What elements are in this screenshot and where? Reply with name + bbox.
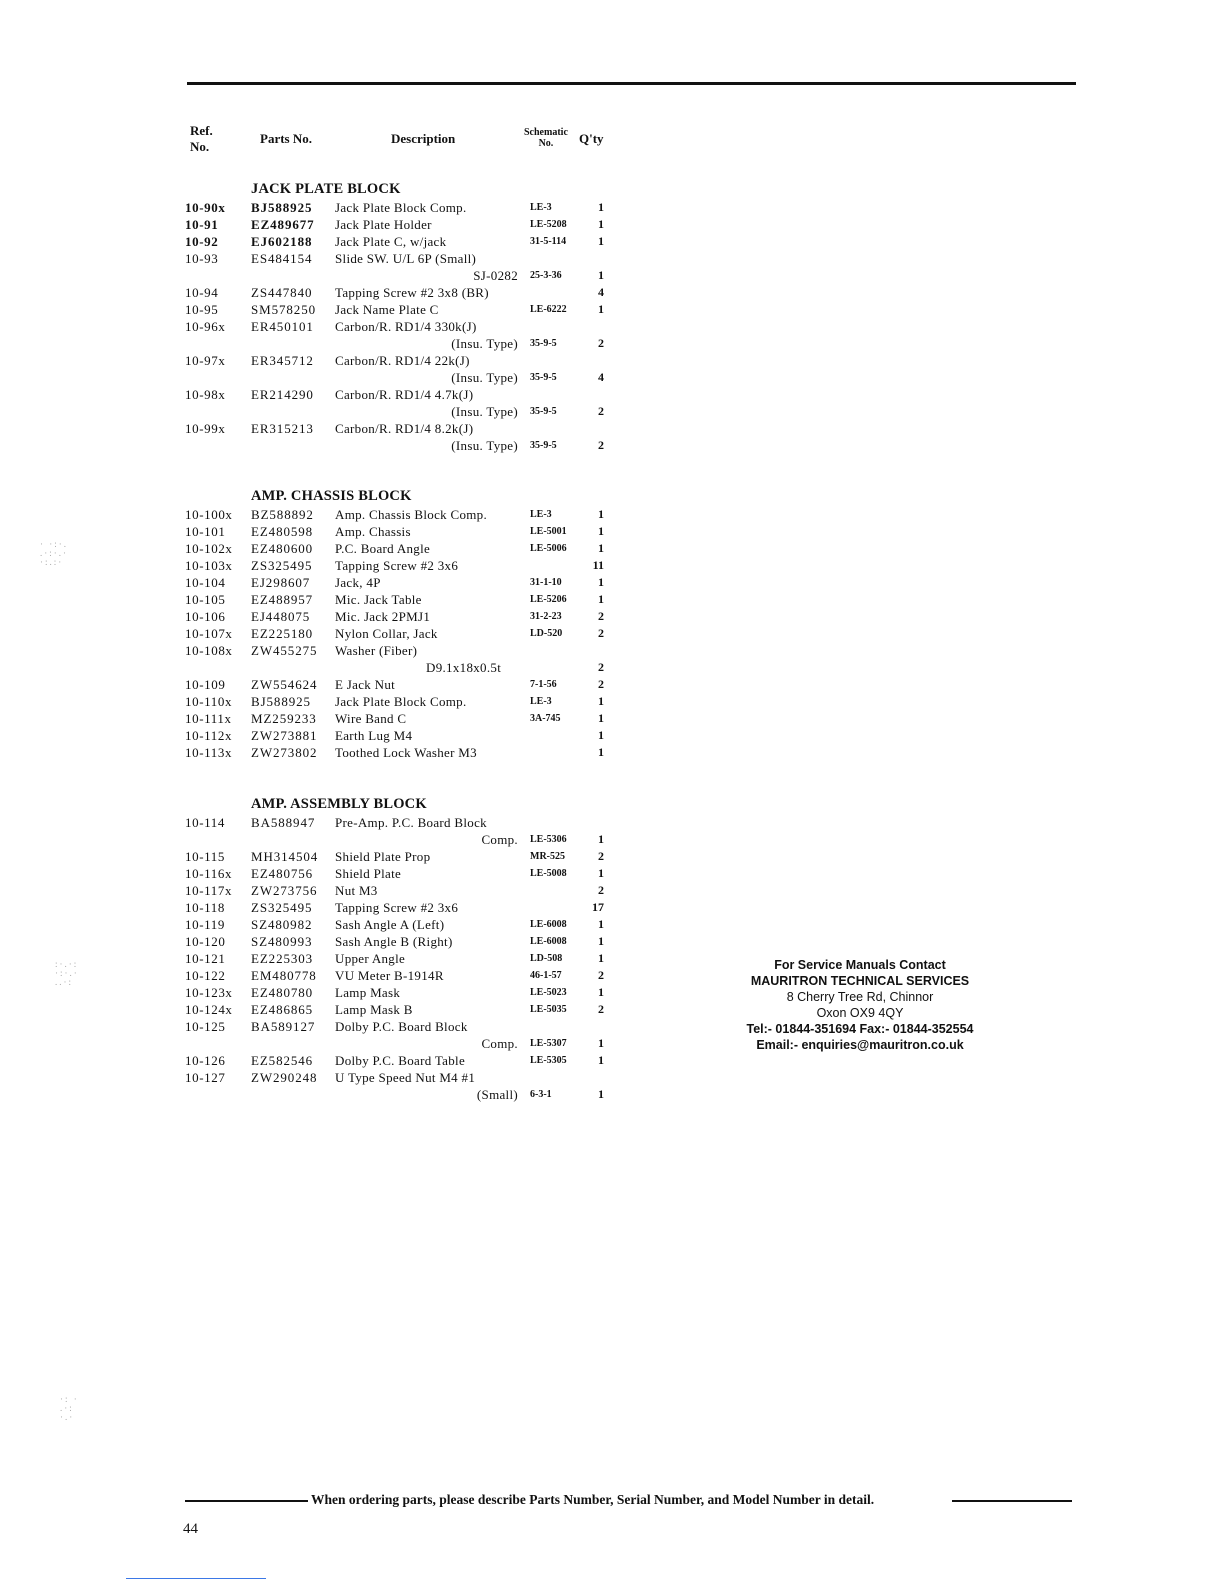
description: Earth Lug M4	[335, 728, 413, 743]
description: Jack Name Plate C	[335, 302, 439, 317]
schematic-no: 31-2-23	[530, 611, 562, 622]
table-row-continuation	[0, 831, 620, 848]
description: Amp. Chassis	[335, 524, 411, 539]
quantity: 1	[598, 832, 604, 846]
parts-no: ZW273756	[251, 883, 318, 898]
table-row	[0, 1069, 620, 1086]
table-row	[0, 506, 620, 523]
parts-no: BA588947	[251, 815, 316, 830]
parts-no: EZ225303	[251, 951, 314, 966]
quantity: 1	[598, 217, 604, 231]
description: Mic. Jack Table	[335, 592, 422, 607]
ref-no: 10-91	[185, 217, 219, 232]
schematic-no: 35-9-5	[530, 338, 557, 349]
parts-no: ZS325495	[251, 900, 313, 915]
parts-table	[0, 0, 620, 1110]
quantity: 1	[598, 575, 604, 589]
parts-no: ER214290	[251, 387, 314, 402]
schematic-no: LE-5206	[530, 594, 567, 605]
header-qty: Q'ty	[579, 131, 604, 146]
parts-no: ZS325495	[251, 558, 313, 573]
schematic-no: MR-525	[530, 851, 565, 862]
parts-no: EZ486865	[251, 1002, 314, 1017]
footer-rule-right	[952, 1500, 1072, 1502]
quantity: 1	[598, 745, 604, 759]
table-row-continuation	[0, 437, 620, 454]
description-continued: (Insu. Type)	[451, 404, 518, 419]
parts-no: EM480778	[251, 968, 317, 983]
quantity: 2	[598, 404, 604, 418]
description: Jack Plate C, w/jack	[335, 234, 447, 249]
table-row-continuation	[0, 335, 620, 352]
description-continued: D9.1x18x0.5t	[426, 660, 502, 675]
schematic-no: 6-3-1	[530, 1089, 552, 1100]
ref-no: 10-112x	[185, 728, 233, 743]
ref-no: 10-99x	[185, 421, 226, 436]
table-row	[0, 933, 620, 950]
schematic-no: LE-5023	[530, 987, 567, 998]
quantity: 1	[598, 934, 604, 948]
table-row	[0, 574, 620, 591]
parts-no: ZW273802	[251, 745, 318, 760]
parts-no: EZ488957	[251, 592, 314, 607]
ref-no: 10-119	[185, 917, 225, 932]
description: Lamp Mask B	[335, 1002, 413, 1017]
ref-no: 10-113x	[185, 745, 233, 760]
table-row	[0, 848, 620, 865]
ref-no: 10-94	[185, 285, 219, 300]
quantity: 1	[598, 951, 604, 965]
parts-no: MH314504	[251, 849, 319, 864]
table-row	[0, 540, 620, 557]
ref-no: 10-111x	[185, 711, 232, 726]
parts-no: ER315213	[251, 421, 314, 436]
description-continued: (Insu. Type)	[451, 370, 518, 385]
ref-no: 10-107x	[185, 626, 233, 641]
bottom-accent-line	[126, 1578, 266, 1579]
quantity: 2	[598, 660, 604, 674]
ref-no: 10-126	[185, 1053, 226, 1068]
schematic-no: 3A-745	[530, 713, 561, 724]
parts-no: ZS447840	[251, 285, 313, 300]
description: Pre-Amp. P.C. Board Block	[335, 815, 487, 830]
ref-no: 10-116x	[185, 866, 233, 881]
description: Tapping Screw #2 3x8 (BR)	[335, 285, 489, 300]
page-number: 44	[183, 1521, 198, 1537]
ref-no: 10-98x	[185, 387, 226, 402]
table-row-continuation	[0, 1035, 620, 1052]
quantity: 1	[598, 507, 604, 521]
footer-rule-left	[185, 1500, 308, 1502]
description: Jack Plate Block Comp.	[335, 200, 467, 215]
parts-no: EZ480780	[251, 985, 314, 1000]
description: Nylon Collar, Jack	[335, 626, 438, 641]
header-schematic-line1: Schematic	[524, 127, 568, 138]
quantity: 2	[598, 968, 604, 982]
quantity: 1	[598, 302, 604, 316]
contact-phone-fax: Tel:- 01844-351694 Fax:- 01844-352554	[746, 1022, 974, 1036]
quantity: 2	[598, 1002, 604, 1016]
table-row-continuation	[0, 369, 620, 386]
schematic-no: LE-5307	[530, 1038, 567, 1049]
scan-noise: ·: · .·: ·.·	[60, 1394, 79, 1422]
quantity: 2	[598, 849, 604, 863]
schematic-no: LE-5008	[530, 868, 567, 879]
quantity: 1	[598, 694, 604, 708]
parts-no: ZW273881	[251, 728, 318, 743]
schematic-no: LE-6008	[530, 936, 567, 947]
table-row	[0, 352, 620, 369]
description: Wire Band C	[335, 711, 407, 726]
ref-no: 10-96x	[185, 319, 226, 334]
table-row	[0, 814, 620, 831]
schematic-no: 25-3-36	[530, 270, 562, 281]
schematic-no: 35-9-5	[530, 372, 557, 383]
scan-noise: :·.·: ·:·.· ..·:	[55, 959, 79, 987]
table-row	[0, 865, 620, 882]
table-row	[0, 916, 620, 933]
description: Carbon/R. RD1/4 22k(J)	[335, 353, 470, 368]
ref-no: 10-121	[185, 951, 226, 966]
parts-no: SM578250	[251, 302, 316, 317]
table-row	[0, 318, 620, 335]
quantity: 1	[598, 524, 604, 538]
section-title: AMP. CHASSIS BLOCK	[251, 488, 412, 504]
parts-no: BZ588892	[251, 507, 314, 522]
contact-heading: For Service Manuals Contact	[774, 958, 946, 972]
parts-no: EZ480598	[251, 524, 314, 539]
quantity: 1	[598, 592, 604, 606]
table-row	[0, 250, 620, 267]
description: Dolby P.C. Board Block	[335, 1019, 468, 1034]
parts-no: EZ225180	[251, 626, 314, 641]
table-row-continuation	[0, 403, 620, 420]
table-row	[0, 608, 620, 625]
description: Amp. Chassis Block Comp.	[335, 507, 488, 522]
description: Washer (Fiber)	[335, 643, 418, 658]
parts-no: EZ480756	[251, 866, 314, 881]
quantity: 2	[598, 336, 604, 350]
header-ref-line2: No.	[190, 139, 210, 154]
section-title: JACK PLATE BLOCK	[251, 181, 401, 197]
ref-no: 10-92	[185, 234, 219, 249]
description: Lamp Mask	[335, 985, 401, 1000]
ref-no: 10-106	[185, 609, 226, 624]
schematic-no: LE-6222	[530, 304, 567, 315]
ref-no: 10-105	[185, 592, 226, 607]
table-row	[0, 676, 620, 693]
service-contact-box	[740, 957, 980, 1053]
ref-no: 10-108x	[185, 643, 233, 658]
ref-no: 10-127	[185, 1070, 226, 1085]
schematic-no: LE-5306	[530, 834, 567, 845]
description-continued: (Insu. Type)	[451, 336, 518, 351]
description-continued: (Small)	[476, 1087, 518, 1102]
contact-email: Email:- enquiries@mauritron.co.uk	[756, 1038, 964, 1052]
parts-no: SZ480993	[251, 934, 313, 949]
table-row-continuation	[0, 1086, 620, 1103]
quantity: 1	[598, 234, 604, 248]
parts-no: ER450101	[251, 319, 314, 334]
description: Shield Plate Prop	[335, 849, 431, 864]
description-continued: Comp.	[481, 1036, 518, 1051]
table-row	[0, 642, 620, 659]
table-row	[0, 233, 620, 250]
description: P.C. Board Angle	[335, 541, 431, 556]
table-row	[0, 591, 620, 608]
ref-no: 10-97x	[185, 353, 226, 368]
ref-no: 10-115	[185, 849, 225, 864]
description: Upper Angle	[335, 951, 406, 966]
quantity: 2	[598, 883, 604, 897]
table-row	[0, 1018, 620, 1035]
description: Carbon/R. RD1/4 8.2k(J)	[335, 421, 474, 436]
table-row	[0, 710, 620, 727]
parts-no: EJ298607	[251, 575, 311, 590]
schematic-no: 31-5-114	[530, 236, 567, 247]
table-row	[0, 284, 620, 301]
schematic-no: LD-520	[530, 628, 563, 639]
table-row	[0, 1001, 620, 1018]
schematic-no: LE-5001	[530, 526, 567, 537]
parts-no: ER345712	[251, 353, 314, 368]
ref-no: 10-93	[185, 251, 219, 266]
table-row	[0, 420, 620, 437]
parts-no: ZW554624	[251, 677, 318, 692]
parts-no: EZ489677	[251, 217, 315, 232]
schematic-no: LE-5006	[530, 543, 567, 554]
parts-no: BJ588925	[251, 694, 311, 709]
schematic-no: LE-3	[530, 202, 552, 213]
description: Carbon/R. RD1/4 330k(J)	[335, 319, 477, 334]
quantity: 1	[598, 541, 604, 555]
description: Jack, 4P	[335, 575, 381, 590]
parts-no: EZ480600	[251, 541, 314, 556]
table-row	[0, 693, 620, 710]
description: Sash Angle A (Left)	[335, 917, 445, 932]
header-ref-line1: Ref.	[190, 123, 213, 138]
ref-no: 10-104	[185, 575, 226, 590]
ref-no: 10-118	[185, 900, 225, 915]
table-row	[0, 557, 620, 574]
description: Carbon/R. RD1/4 4.7k(J)	[335, 387, 474, 402]
section-title: AMP. ASSEMBLY BLOCK	[251, 796, 427, 812]
schematic-no: LD-508	[530, 953, 563, 964]
description: Tapping Screw #2 3x6	[335, 558, 459, 573]
quantity: 1	[598, 728, 604, 742]
quantity: 4	[598, 370, 604, 384]
quantity: 1	[598, 1036, 604, 1050]
quantity: 17	[592, 900, 604, 914]
quantity: 2	[598, 438, 604, 452]
ref-no: 10-125	[185, 1019, 226, 1034]
table-row	[0, 967, 620, 984]
description: Toothed Lock Washer M3	[335, 745, 477, 760]
table-row	[0, 1052, 620, 1069]
parts-no: BJ588925	[251, 200, 313, 215]
ref-no: 10-110x	[185, 694, 233, 709]
table-row	[0, 523, 620, 540]
table-row	[0, 727, 620, 744]
contact-address-town: Oxon OX9 4QY	[816, 1006, 904, 1020]
header-parts-no: Parts No.	[260, 131, 312, 146]
contact-company: MAURITRON TECHNICAL SERVICES	[750, 974, 970, 988]
description: Sash Angle B (Right)	[335, 934, 453, 949]
table-row	[0, 744, 620, 761]
parts-no: EZ582546	[251, 1053, 314, 1068]
ref-no: 10-101	[185, 524, 226, 539]
scan-noise: · ·:·. .·:·.· ·:.:·	[40, 539, 68, 567]
table-row	[0, 625, 620, 642]
parts-no: SZ480982	[251, 917, 313, 932]
schematic-no: 46-1-57	[530, 970, 562, 981]
quantity: 1	[598, 985, 604, 999]
schematic-no: LE-5305	[530, 1055, 567, 1066]
quantity: 1	[598, 1053, 604, 1067]
table-row	[0, 386, 620, 403]
quantity: 2	[598, 677, 604, 691]
ref-no: 10-120	[185, 934, 226, 949]
parts-no: EJ448075	[251, 609, 311, 624]
parts-no: EJ602188	[251, 234, 313, 249]
schematic-no: LE-3	[530, 696, 552, 707]
quantity: 4	[598, 285, 604, 299]
description-continued: SJ-0282	[473, 268, 518, 283]
ref-no: 10-100x	[185, 507, 233, 522]
table-row	[0, 216, 620, 233]
table-row	[0, 301, 620, 318]
table-row-continuation	[0, 267, 620, 284]
description: U Type Speed Nut M4 #1	[335, 1070, 476, 1085]
description: Dolby P.C. Board Table	[335, 1053, 466, 1068]
parts-no: ES484154	[251, 251, 313, 266]
quantity: 1	[598, 200, 604, 214]
table-row	[0, 199, 620, 216]
description-continued: Comp.	[481, 832, 518, 847]
parts-no: BA589127	[251, 1019, 316, 1034]
description: Nut M3	[335, 883, 378, 898]
ref-no: 10-114	[185, 815, 225, 830]
quantity: 1	[598, 1087, 604, 1101]
description: Shield Plate	[335, 866, 402, 881]
header-description: Description	[391, 131, 456, 146]
schematic-no: LE-6008	[530, 919, 567, 930]
quantity: 1	[598, 866, 604, 880]
parts-no: ZW455275	[251, 643, 318, 658]
ref-no: 10-123x	[185, 985, 233, 1000]
description: Tapping Screw #2 3x6	[335, 900, 459, 915]
header-schematic-line2: No.	[538, 138, 554, 149]
description: Jack Plate Holder	[335, 217, 432, 232]
description: Slide SW. U/L 6P (Small)	[335, 251, 477, 266]
quantity: 1	[598, 917, 604, 931]
schematic-no: 35-9-5	[530, 406, 557, 417]
ref-no: 10-117x	[185, 883, 233, 898]
contact-address-street: 8 Cherry Tree Rd, Chinnor	[786, 990, 934, 1004]
description-continued: (Insu. Type)	[451, 438, 518, 453]
schematic-no: 31-1-10	[530, 577, 562, 588]
description: E Jack Nut	[335, 677, 396, 692]
ref-no: 10-103x	[185, 558, 233, 573]
description: Mic. Jack 2PMJ1	[335, 609, 431, 624]
ref-no: 10-124x	[185, 1002, 233, 1017]
quantity: 2	[598, 626, 604, 640]
ref-no: 10-90x	[185, 200, 226, 215]
schematic-no: 35-9-5	[530, 440, 557, 451]
ref-no: 10-109	[185, 677, 226, 692]
footer-ordering-note: When ordering parts, please describe Parts Number, Serial Number, and Model Number in detail.	[311, 1492, 875, 1507]
ref-no: 10-95	[185, 302, 219, 317]
quantity: 1	[598, 268, 604, 282]
schematic-no: LE-3	[530, 509, 552, 520]
parts-no: ZW290248	[251, 1070, 318, 1085]
description: Jack Plate Block Comp.	[335, 694, 467, 709]
table-row	[0, 899, 620, 916]
ref-no: 10-102x	[185, 541, 233, 556]
schematic-no: LE-5208	[530, 219, 567, 230]
ref-no: 10-122	[185, 968, 226, 983]
description: VU Meter B-1914R	[335, 968, 444, 983]
parts-no: MZ259233	[251, 711, 317, 726]
table-row	[0, 882, 620, 899]
quantity: 2	[598, 609, 604, 623]
schematic-no: 7-1-56	[530, 679, 557, 690]
table-row	[0, 950, 620, 967]
quantity: 1	[598, 711, 604, 725]
table-row-continuation	[0, 659, 620, 676]
quantity: 11	[592, 558, 604, 572]
schematic-no: LE-5035	[530, 1004, 567, 1015]
table-row	[0, 984, 620, 1001]
